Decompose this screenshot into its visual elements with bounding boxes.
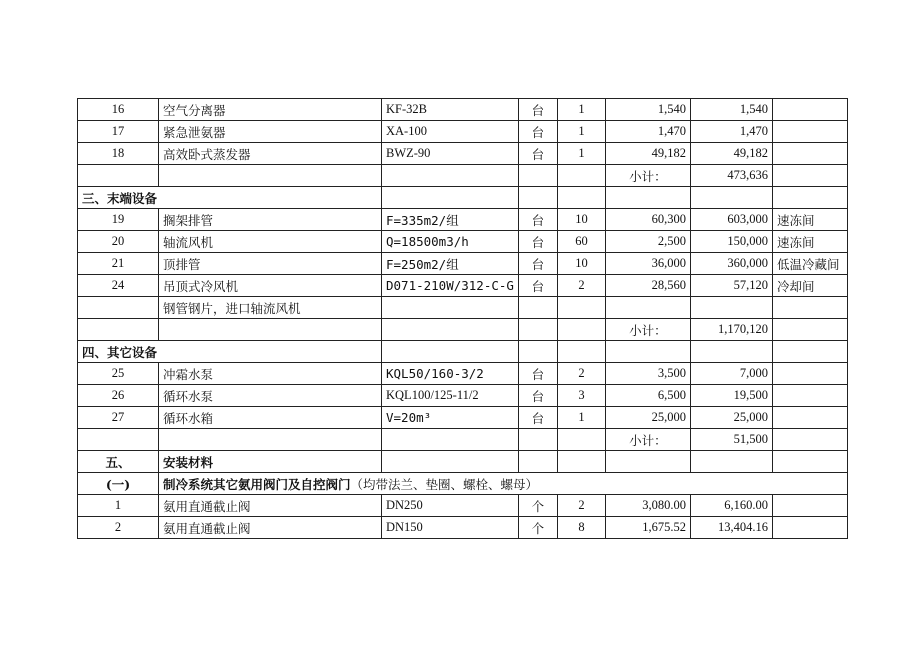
item-qty: 2: [557, 495, 605, 517]
subtotal-label: 小计：: [605, 319, 690, 341]
item-model: Q=18500m3/h: [382, 231, 519, 253]
item-note: [772, 363, 847, 385]
item-model: DN250: [382, 495, 519, 517]
item-unit: 台: [518, 363, 557, 385]
subtotal-value: 473,636: [690, 165, 772, 187]
item-qty: 10: [557, 253, 605, 275]
item-qty: 60: [557, 231, 605, 253]
table-row: [78, 297, 848, 319]
item-note: 低温冷藏间: [772, 253, 847, 275]
item-unit: 台: [518, 385, 557, 407]
subtotal-label: 小计：: [605, 429, 690, 451]
item-note: [772, 517, 847, 539]
item-unit: 台: [518, 253, 557, 275]
item-model: KQL50/160-3/2: [382, 363, 519, 385]
item-number: 19: [78, 209, 159, 231]
item-number: 27: [78, 407, 159, 429]
section-title: 四、其它设备: [78, 341, 382, 363]
item-note: [772, 407, 847, 429]
item-total: 1,470: [690, 121, 772, 143]
subsection-number: (一): [78, 473, 159, 495]
subtotal-value: 1,170,120: [690, 319, 772, 341]
section-row: [78, 451, 848, 473]
section-title: 三、末端设备: [78, 187, 382, 209]
item-total: 6,160.00: [690, 495, 772, 517]
item-unit: 台: [518, 143, 557, 165]
item-total: 7,000: [690, 363, 772, 385]
item-total: 13,404.16: [690, 517, 772, 539]
item-name: 氨用直通截止阀: [159, 517, 382, 539]
item-total: 603,000: [690, 209, 772, 231]
item-note: [772, 121, 847, 143]
item-name: 顶排管: [159, 253, 382, 275]
item-price: 25,000: [605, 407, 690, 429]
item-price: 1,675.52: [605, 517, 690, 539]
item-qty: 2: [557, 275, 605, 297]
item-name: 搁架排管: [159, 209, 382, 231]
subtotal-label: 小计：: [605, 165, 690, 187]
subtotal-value: 51,500: [690, 429, 772, 451]
item-qty: 1: [557, 407, 605, 429]
item-qty: 1: [557, 99, 605, 121]
item-qty: 3: [557, 385, 605, 407]
item-model: DN150: [382, 517, 519, 539]
item-model: V=20m³: [382, 407, 519, 429]
table-row: [78, 385, 848, 407]
item-description: 钢管钢片，进口轴流风机: [159, 297, 382, 319]
item-name: 高效卧式蒸发器: [159, 143, 382, 165]
table-row: [78, 275, 848, 297]
item-note: [772, 385, 847, 407]
item-unit: 台: [518, 275, 557, 297]
section-row: [78, 341, 848, 363]
item-price: 36,000: [605, 253, 690, 275]
item-qty: 8: [557, 517, 605, 539]
subsection-heading: [159, 473, 848, 495]
item-number: 2: [78, 517, 159, 539]
item-unit: 台: [518, 121, 557, 143]
item-unit: 台: [518, 231, 557, 253]
item-model: F=335m2/组: [382, 209, 519, 231]
subtotal-row: [78, 429, 848, 451]
subtotal-row: [78, 165, 848, 187]
item-model: BWZ-90: [382, 143, 519, 165]
item-unit: 台: [518, 407, 557, 429]
item-model: KQL100/125-11/2: [382, 385, 519, 407]
item-name: 氨用直通截止阀: [159, 495, 382, 517]
item-total: 57,120: [690, 275, 772, 297]
section-number: 五、: [78, 451, 159, 473]
item-model: D071-210W/312-C-G: [382, 275, 519, 297]
item-price: 3,080.00: [605, 495, 690, 517]
table-row: [78, 495, 848, 517]
item-price: 1,540: [605, 99, 690, 121]
item-total: 360,000: [690, 253, 772, 275]
item-total: 150,000: [690, 231, 772, 253]
item-unit: 台: [518, 99, 557, 121]
item-total: 1,540: [690, 99, 772, 121]
item-note: [772, 495, 847, 517]
table-row: [78, 143, 848, 165]
item-total: 19,500: [690, 385, 772, 407]
item-name: 吊顶式冷风机: [159, 275, 382, 297]
subsection-title: 制冷系统其它氨用阀门及自控阀门: [163, 476, 351, 492]
item-price: 6,500: [605, 385, 690, 407]
item-note: 速冻间: [772, 231, 847, 253]
item-number: 16: [78, 99, 159, 121]
item-number: 17: [78, 121, 159, 143]
item-qty: 1: [557, 143, 605, 165]
subsection-row: [78, 473, 848, 495]
item-price: 49,182: [605, 143, 690, 165]
item-model: KF-32B: [382, 99, 519, 121]
item-name: 紧急泄氨器: [159, 121, 382, 143]
table-row: [78, 121, 848, 143]
table-row: [78, 99, 848, 121]
item-name: 空气分离器: [159, 99, 382, 121]
item-unit: 台: [518, 209, 557, 231]
table-row: [78, 363, 848, 385]
item-unit: 个: [518, 517, 557, 539]
equipment-table: [77, 98, 848, 539]
item-note: 冷却间: [772, 275, 847, 297]
item-note: [772, 99, 847, 121]
item-number: 26: [78, 385, 159, 407]
item-qty: 2: [557, 363, 605, 385]
item-note: 速冻间: [772, 209, 847, 231]
item-model: XA-100: [382, 121, 519, 143]
item-number: 20: [78, 231, 159, 253]
item-name: 循环水箱: [159, 407, 382, 429]
item-price: 60,300: [605, 209, 690, 231]
section-row: [78, 187, 848, 209]
item-note: [772, 143, 847, 165]
table-row: [78, 407, 848, 429]
item-total: 25,000: [690, 407, 772, 429]
item-number: 21: [78, 253, 159, 275]
item-price: 3,500: [605, 363, 690, 385]
item-price: 28,560: [605, 275, 690, 297]
item-name: 循环水泵: [159, 385, 382, 407]
item-unit: 个: [518, 495, 557, 517]
item-number: 25: [78, 363, 159, 385]
table-row: [78, 253, 848, 275]
item-model: F=250m2/组: [382, 253, 519, 275]
table-row: [78, 209, 848, 231]
item-qty: 1: [557, 121, 605, 143]
table-row: [78, 517, 848, 539]
subtotal-row: [78, 319, 848, 341]
subsection-note: （均带法兰、垫圈、螺栓、螺母）: [350, 476, 539, 492]
item-name: 冲霜水泵: [159, 363, 382, 385]
item-name: 轴流风机: [159, 231, 382, 253]
table-row: [78, 231, 848, 253]
item-number: 18: [78, 143, 159, 165]
item-number: 24: [78, 275, 159, 297]
item-price: 1,470: [605, 121, 690, 143]
item-number: 1: [78, 495, 159, 517]
section-title: 安装材料: [159, 451, 382, 473]
item-price: 2,500: [605, 231, 690, 253]
item-total: 49,182: [690, 143, 772, 165]
item-qty: 10: [557, 209, 605, 231]
